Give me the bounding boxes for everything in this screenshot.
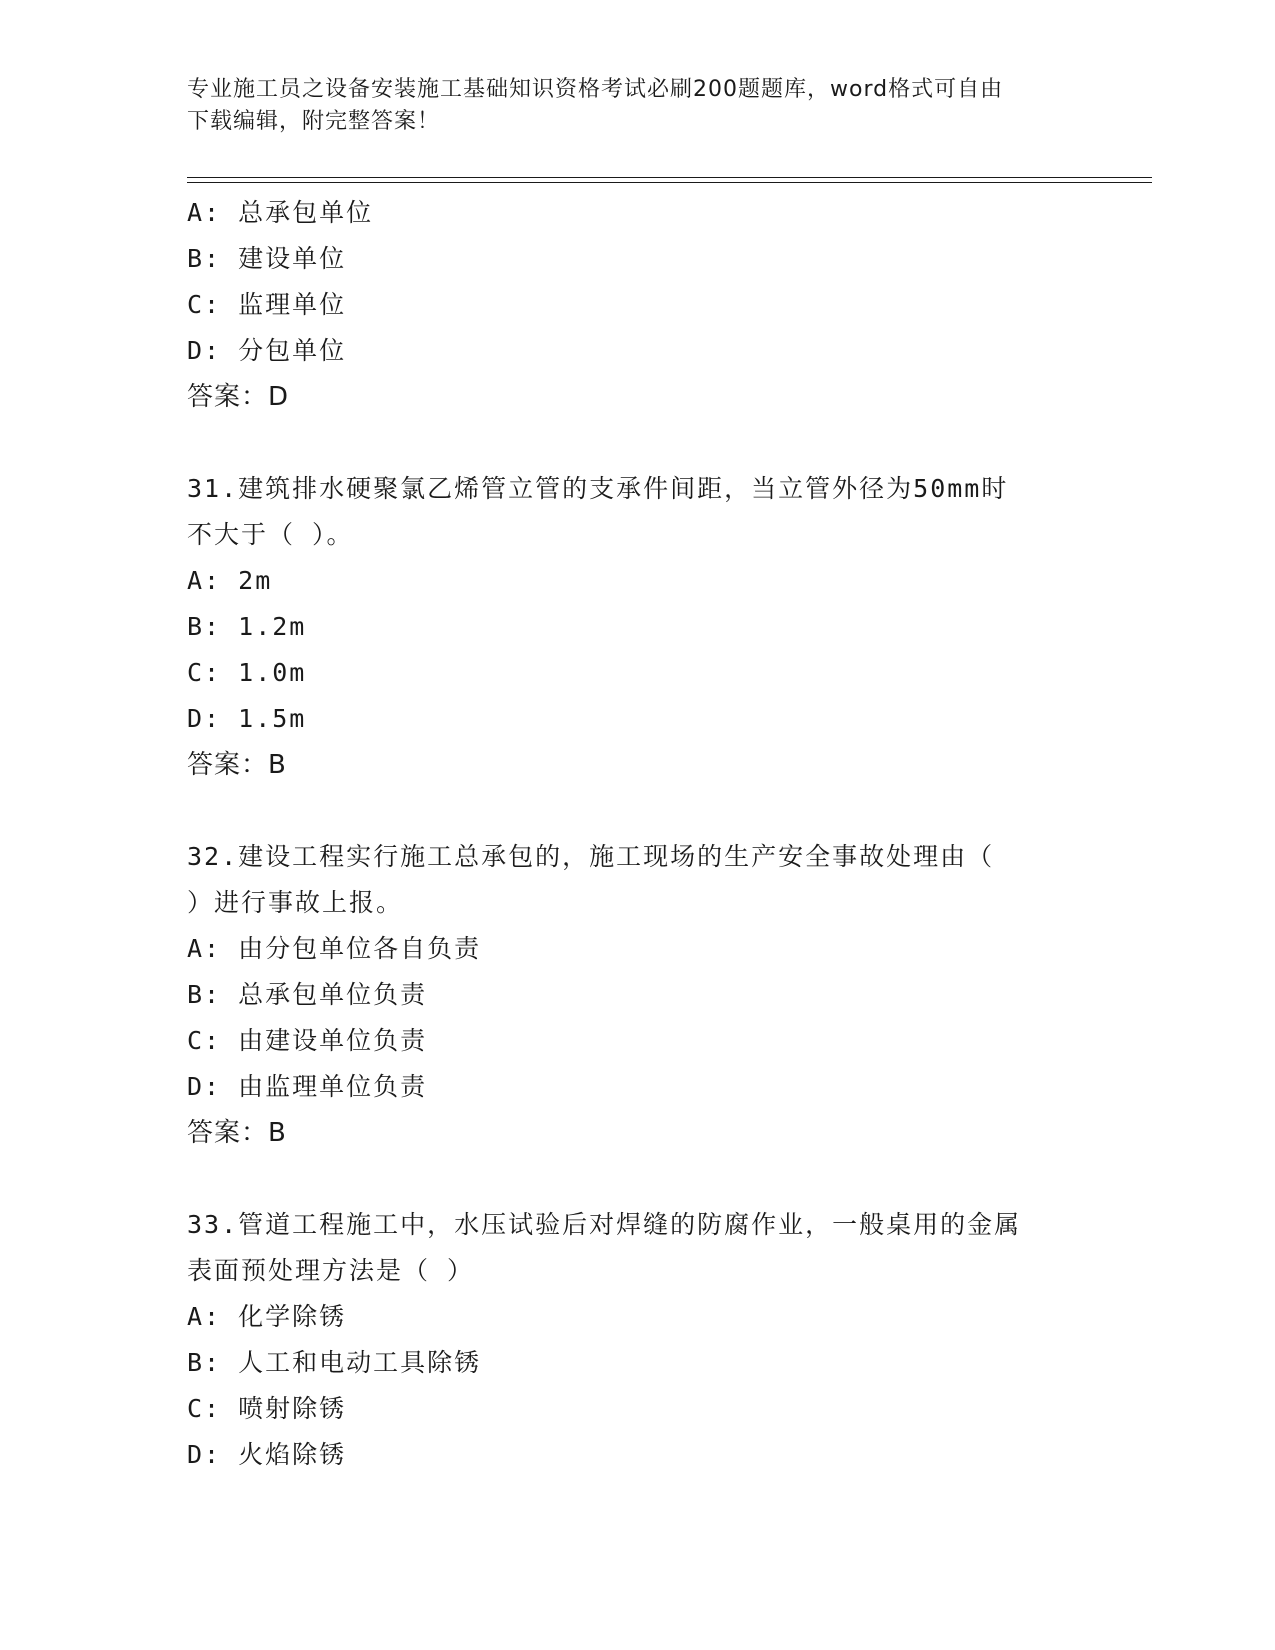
question-32	[187, 834, 1107, 1156]
option-a: A: 化学除锈	[187, 1302, 347, 1331]
option-b: B: 1.2m	[187, 612, 307, 641]
option-b: B: 建设单位	[187, 244, 347, 273]
answer-line: 答案：B	[187, 750, 287, 780]
question-list	[187, 190, 1107, 1478]
spacer	[187, 1156, 1107, 1202]
question-stem-continued: ）进行事故上报。	[187, 888, 404, 917]
option-a: A: 总承包单位	[187, 198, 374, 227]
option-c: C: 监理单位	[187, 290, 347, 319]
option-c: C: 1.0m	[187, 658, 307, 687]
option-a: A: 由分包单位各自负责	[187, 934, 482, 963]
question-31	[187, 466, 1107, 788]
option-a: A: 2m	[187, 566, 273, 595]
spacer	[187, 420, 1107, 466]
question-stem: 33.管道工程施工中，水压试验后对焊缝的防腐作业，一般桌用的金属	[187, 1210, 1022, 1239]
header-line-2: 下载编辑，附完整答案！	[187, 109, 441, 134]
question-stem-continued: 不大于（ ）。	[187, 520, 354, 549]
option-b: B: 总承包单位负责	[187, 980, 428, 1009]
question-stem: 31.建筑排水硬聚氯乙烯管立管的支承件间距，当立管外径为50mm时	[187, 474, 1009, 503]
answer-line: 答案：B	[187, 1118, 287, 1148]
option-c: C: 喷射除锈	[187, 1394, 347, 1423]
question-33	[187, 1202, 1107, 1478]
header-divider-top	[187, 177, 1152, 178]
option-d: D: 分包单位	[187, 336, 347, 365]
option-b: B: 人工和电动工具除锈	[187, 1348, 482, 1377]
question-stem-continued: 表面预处理方法是（ ）	[187, 1256, 475, 1285]
option-d: D: 1.5m	[187, 704, 307, 733]
spacer	[187, 788, 1107, 834]
question-30-tail	[187, 190, 1107, 420]
option-c: C: 由建设单位负责	[187, 1026, 428, 1055]
question-stem: 32.建设工程实行施工总承包的，施工现场的生产安全事故处理由（	[187, 842, 995, 871]
header-divider-bottom	[187, 182, 1152, 183]
option-d: D: 火焰除锈	[187, 1440, 347, 1469]
option-d: D: 由监理单位负责	[187, 1072, 428, 1101]
document-header	[187, 74, 1087, 138]
answer-line: 答案：D	[187, 382, 290, 412]
header-line-1: 专业施工员之设备安装施工基础知识资格考试必刷200题题库，word格式可自由	[187, 77, 1004, 102]
